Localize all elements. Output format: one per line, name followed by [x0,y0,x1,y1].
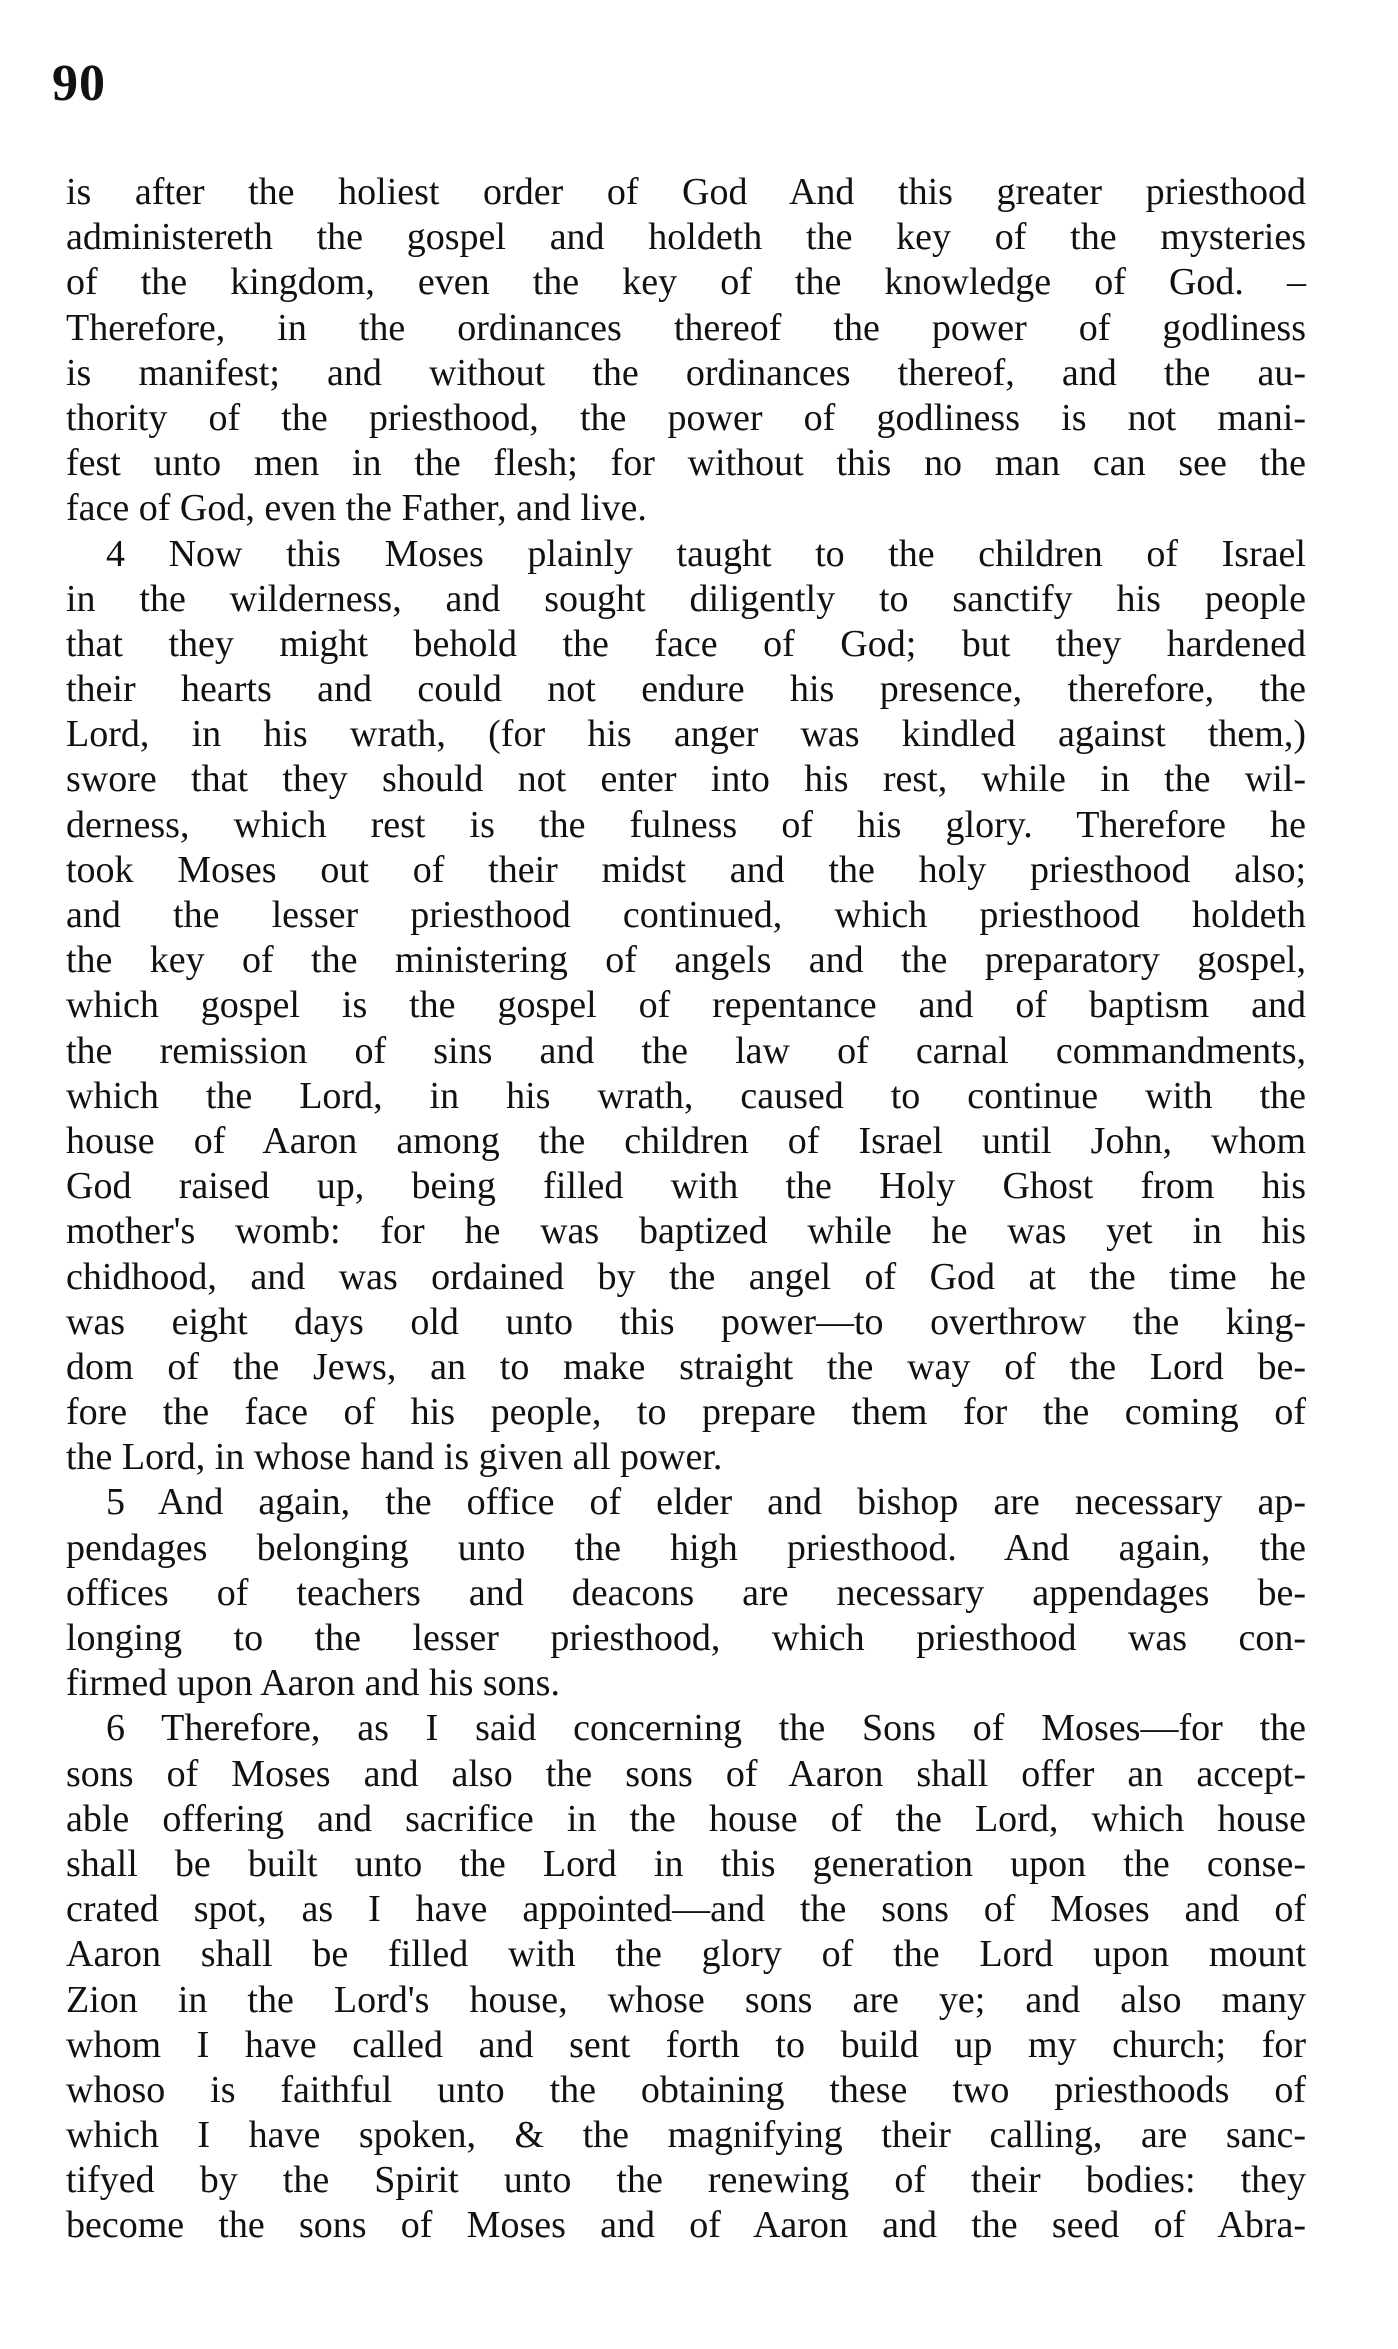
text-line: which the Lord, in his wrath, caused to continue with the [66,1074,1306,1117]
text-line: was eight days old unto this power—to overthrow the king- [66,1300,1306,1343]
text-line: Zion in the Lord's house, whose sons are ye; and also many [66,1978,1306,2021]
text-line: which I have spoken, & the magnifying their calling, are sanc- [66,2114,1306,2157]
text-line: fore the face of his people, to prepare them for the coming of [66,1391,1306,1434]
text-line: mother's womb: for he was baptized while he was yet in his [66,1210,1306,1253]
text-line: God raised up, being filled with the Holy Ghost from his [66,1165,1306,1208]
text-line: is after the holiest order of God And this greater priesthood [66,171,1306,213]
text-line: 6 Therefore, as I said concerning the Sons of Moses—for the [106,1707,1306,1750]
page-number: 90 [52,55,106,112]
text-line: Therefore, in the ordinances thereof the power of godliness [66,306,1306,349]
text-line: house of Aaron among the children of Israel until John, whom [66,1119,1306,1162]
text-line: the Lord, in whose hand is given all power. [66,1436,723,1479]
text-line: took Moses out of their midst and the holy priesthood also; [66,848,1306,891]
text-line: shall be built unto the Lord in this generation upon the conse- [66,1842,1306,1885]
text-line: Aaron shall be filled with the glory of the Lord upon mount [66,1933,1306,1976]
text-line: thority of the priesthood, the power of godliness is not mani- [66,396,1306,439]
text-line: 4 Now this Moses plainly taught to the children of Israel [106,532,1306,575]
text-line: Lord, in his wrath, (for his anger was kindled against them,) [66,713,1306,756]
text-line: the remission of sins and the law of carnal commandments, [66,1029,1306,1072]
text-line: whoso is faithful unto the obtaining these two priesthoods of [66,2068,1306,2111]
text-line: 5 And again, the office of elder and bishop are necessary ap- [106,1481,1306,1524]
text-line: firmed upon Aaron and his sons. [66,1662,560,1705]
text-line: which gospel is the gospel of repentance and of baptism and [66,984,1306,1027]
text-line: of the kingdom, even the key of the knowledge of God. – [66,261,1306,304]
text-line: and the lesser priesthood continued, which priesthood holdeth [66,894,1306,936]
text-line: whom I have called and sent forth to build up my church; for [66,2023,1306,2066]
text-line: longing to the lesser priesthood, which priesthood was con- [66,1617,1306,1659]
text-line: derness, which rest is the fulness of his glory. Therefore he [66,803,1306,846]
text-line: tifyed by the Spirit unto the renewing of their bodies: they [66,2159,1306,2202]
text-line: pendages belonging unto the high priesthood. And again, the [66,1526,1306,1569]
text-line: their hearts and could not endure his presence, therefore, the [66,668,1306,711]
text-line: offices of teachers and deacons are necessary appendages be- [66,1571,1306,1614]
text-line: the key of the ministering of angels and the preparatory gospel, [66,939,1306,982]
text-line: fest unto men in the flesh; for without this no man can see the [66,442,1306,485]
text-line: crated spot, as I have appointed—and the sons of Moses and of [66,1888,1306,1931]
text-line: chidhood, and was ordained by the angel of God at the time he [66,1255,1306,1298]
text-line: become the sons of Moses and of Aaron and the seed of Abra- [66,2204,1306,2247]
text-line: administereth the gospel and holdeth the key of the mysteries [66,216,1306,259]
text-line: dom of the Jews, an to make straight the way of the Lord be- [66,1345,1306,1388]
text-line: that they might behold the face of God; but they hardened [66,622,1306,665]
text-line: swore that they should not enter into his rest, while in the wil- [66,758,1306,801]
text-line: face of God, even the Father, and live. [66,487,647,530]
text-line: able offering and sacrifice in the house of the Lord, which house [66,1797,1306,1840]
text-line: is manifest; and without the ordinances thereof, and the au- [66,351,1306,394]
body-text [66,170,1306,2249]
text-line: in the wilderness, and sought diligently to sanctify his people [66,577,1306,620]
text-line: sons of Moses and also the sons of Aaron shall offer an accept- [66,1752,1306,1795]
